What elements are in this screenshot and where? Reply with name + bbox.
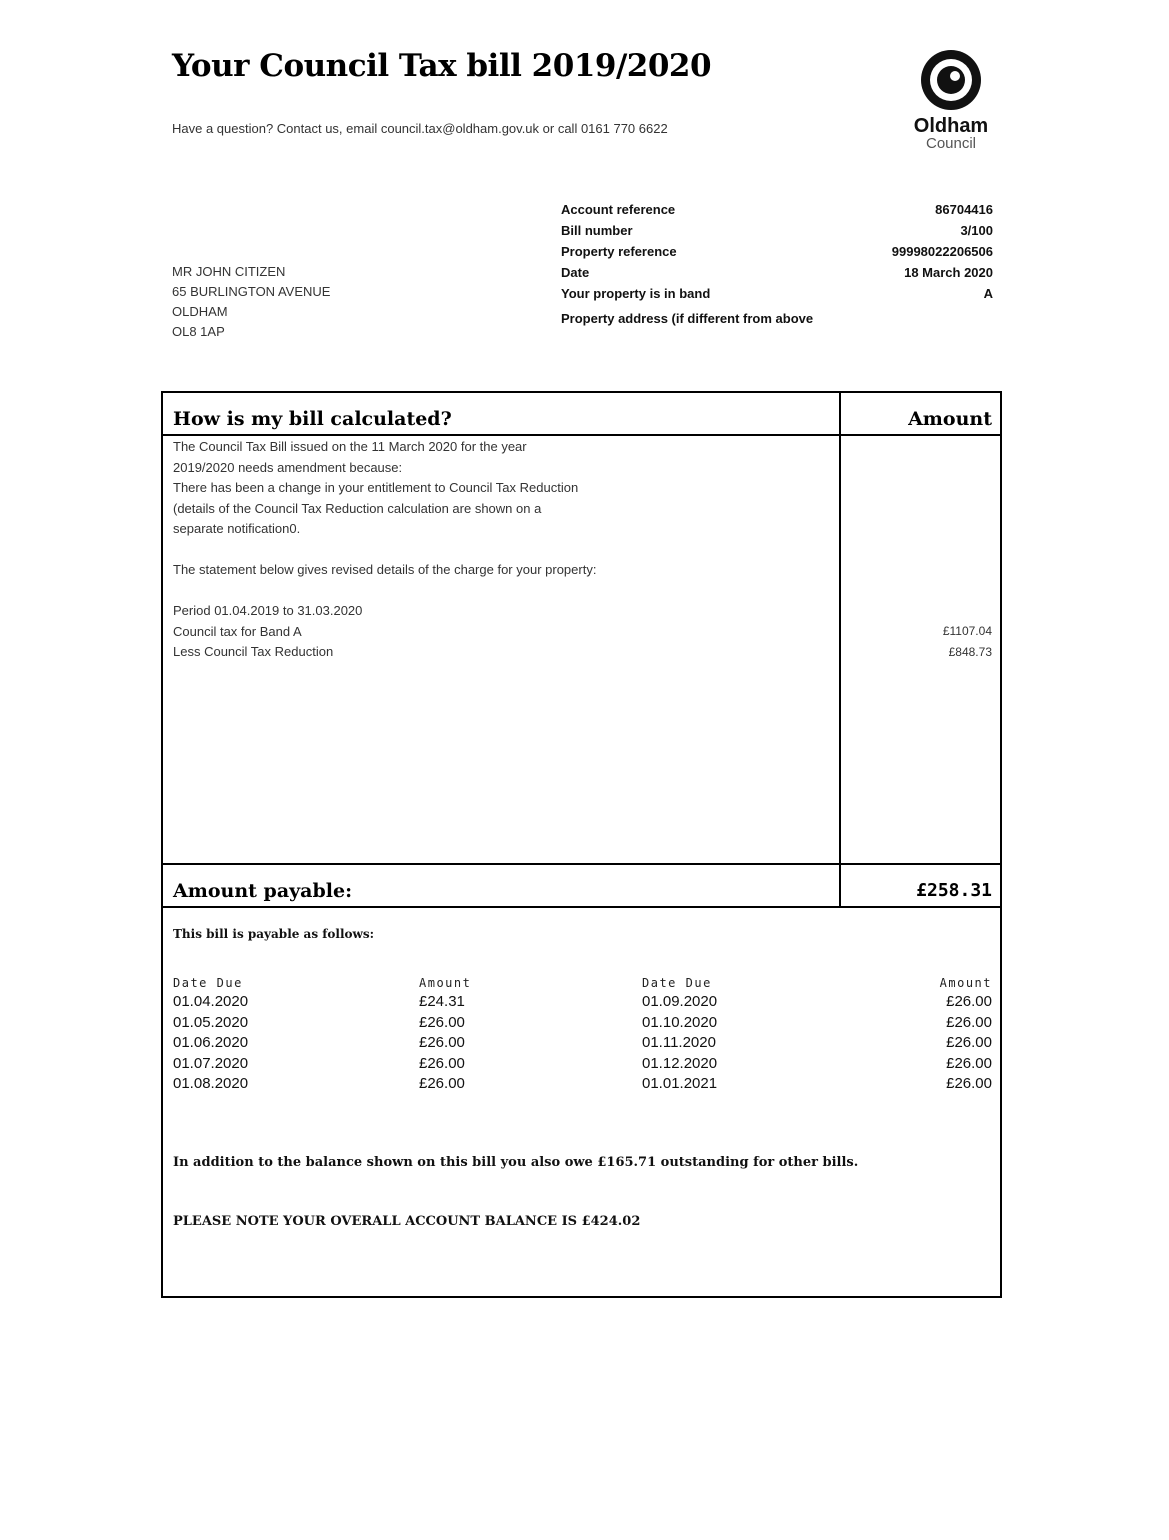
logo-name: Oldham bbox=[913, 115, 989, 137]
instalment-date: 01.09.2020 bbox=[642, 993, 718, 1010]
instalment-amount: £26.00 bbox=[419, 1013, 465, 1031]
property-address-label: Property address (if different from above bbox=[561, 311, 814, 326]
calculation-heading: How is my bill calculated? bbox=[173, 408, 452, 430]
instalment-amount: £26.00 bbox=[946, 993, 992, 1010]
amount-payable-label: Amount payable: bbox=[173, 880, 353, 902]
instalment-amount: £26.00 bbox=[946, 1075, 992, 1092]
bill-box bbox=[161, 391, 1002, 1298]
account-reference-row bbox=[561, 200, 993, 221]
charge-label: Less Council Tax Reduction bbox=[173, 644, 334, 659]
amount-header: Amount bbox=[419, 976, 472, 990]
instalment-amount: £26.00 bbox=[419, 1075, 465, 1092]
band-label: Your property is in band bbox=[561, 286, 711, 301]
address-line: 65 BURLINGTON AVENUE bbox=[172, 284, 331, 299]
date-due-header: Date Due bbox=[173, 976, 243, 990]
schedule-amounts-left bbox=[419, 974, 489, 1095]
amount-payable-total: £258.31 bbox=[916, 880, 992, 901]
property-reference-label: Property reference bbox=[561, 244, 677, 259]
calculation-line: (details of the Council Tax Reduction calculation are shown on a bbox=[173, 500, 542, 516]
charge-label: Council tax for Band A bbox=[173, 623, 302, 639]
instalment-date: 01.08.2020 bbox=[173, 1075, 249, 1092]
bill-number-row bbox=[561, 221, 993, 242]
schedule-dates-right bbox=[642, 974, 742, 1095]
instalment-amount: £26.00 bbox=[946, 1054, 992, 1072]
property-address-row bbox=[561, 309, 993, 330]
recipient-address bbox=[172, 263, 330, 343]
payable-intro: This bill is payable as follows: bbox=[173, 927, 375, 941]
instalment-date: 01.12.2020 bbox=[642, 1054, 718, 1072]
calculation-line: There has been a change in your entitlement to Council Tax Reduction bbox=[173, 480, 579, 495]
charge-amount: £1107.04 bbox=[942, 624, 992, 638]
instalment-amount: £26.00 bbox=[419, 1054, 465, 1072]
logo-sub: Council bbox=[925, 135, 977, 152]
calculation-header bbox=[163, 393, 1000, 436]
outstanding-note: In addition to the balance shown on this bill you also owe £165.71 outstanding for other bills. bbox=[173, 1155, 859, 1170]
oldham-logo-icon bbox=[919, 48, 983, 112]
address-line: MR JOHN CITIZEN bbox=[172, 264, 286, 279]
date-label: Date bbox=[561, 265, 590, 280]
instalment-amount: £26.00 bbox=[946, 1013, 992, 1031]
overall-balance-note: PLEASE NOTE YOUR OVERALL ACCOUNT BALANCE IS £424.02 bbox=[173, 1214, 641, 1229]
account-reference-value: 86704416 bbox=[935, 202, 993, 217]
period-line: Period 01.04.2019 to 31.03.2020 bbox=[173, 603, 363, 618]
calculation-line: separate notification0. bbox=[173, 521, 301, 536]
instalment-amount: £26.00 bbox=[946, 1034, 992, 1051]
address-line: OLDHAM bbox=[172, 304, 228, 319]
amount-payable-row bbox=[163, 863, 1000, 908]
band-value: A bbox=[983, 286, 993, 301]
calculation-line: The Council Tax Bill issued on the 11 March 2020 for the year bbox=[173, 439, 527, 454]
charge-amount: £848.73 bbox=[948, 644, 992, 659]
date-due-header: Date Due bbox=[642, 976, 712, 990]
property-reference-value: 99998022206506 bbox=[891, 244, 993, 259]
address-line: OL8 1AP bbox=[172, 324, 225, 339]
bill-number-value: 3/100 bbox=[960, 223, 993, 238]
instalment-date: 01.07.2020 bbox=[173, 1054, 249, 1072]
instalment-date: 01.10.2020 bbox=[642, 1013, 718, 1031]
schedule-dates-left bbox=[173, 974, 263, 1095]
date-row bbox=[561, 263, 993, 284]
instalment-date: 01.06.2020 bbox=[173, 1034, 249, 1051]
account-details bbox=[561, 200, 993, 330]
property-reference-row bbox=[561, 242, 993, 263]
instalment-date: 01.11.2020 bbox=[642, 1034, 716, 1051]
contact-info: Have a question? Contact us, email council.tax@oldham.gov.uk or call 0161 770 6622 bbox=[172, 121, 668, 136]
schedule-amounts-right bbox=[912, 974, 992, 1095]
page-title: Your Council Tax bill 2019/2020 bbox=[172, 48, 712, 84]
band-row bbox=[561, 284, 993, 309]
calculation-amounts bbox=[943, 622, 992, 663]
calculation-body bbox=[173, 437, 833, 663]
bill-number-label: Bill number bbox=[561, 223, 633, 238]
column-divider bbox=[839, 393, 841, 906]
date-value: 18 March 2020 bbox=[904, 265, 993, 280]
council-logo bbox=[903, 48, 999, 152]
calculation-line: 2019/2020 needs amendment because: bbox=[173, 459, 403, 475]
instalment-amount: £26.00 bbox=[419, 1034, 465, 1051]
instalment-date: 01.01.2021 bbox=[642, 1075, 718, 1092]
amount-header: Amount bbox=[939, 976, 992, 990]
instalment-date: 01.04.2020 bbox=[173, 993, 249, 1010]
amount-heading: Amount bbox=[908, 408, 992, 430]
instalment-date: 01.05.2020 bbox=[173, 1013, 249, 1031]
instalment-amount: £24.31 bbox=[419, 993, 465, 1010]
statement-line: The statement below gives revised details of the charge for your property: bbox=[173, 562, 597, 577]
account-reference-label: Account reference bbox=[561, 202, 676, 217]
